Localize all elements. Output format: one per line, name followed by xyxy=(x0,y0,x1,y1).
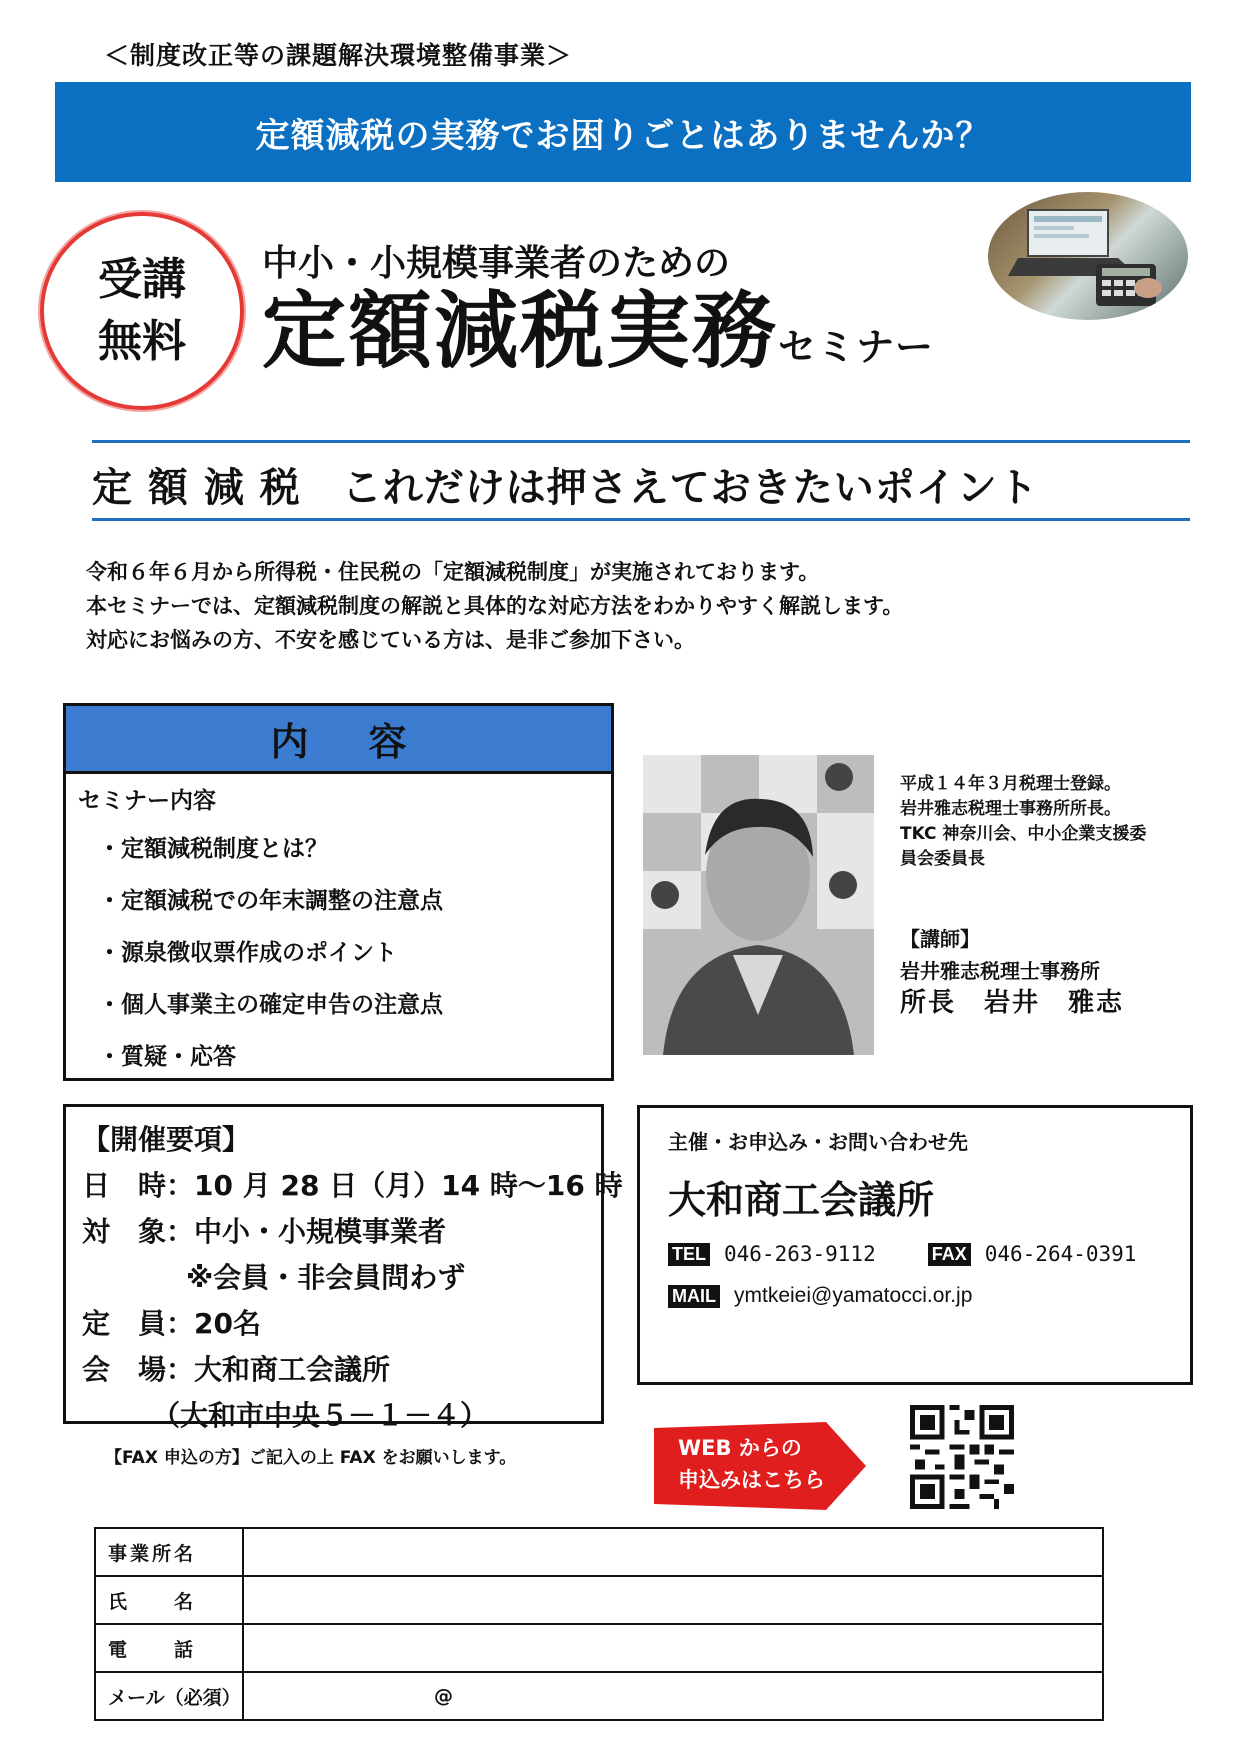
headline-banner xyxy=(55,82,1191,182)
lecturer-name: 所長 岩井 雅志 xyxy=(900,988,1125,1018)
event-heading: 【開催要項】 xyxy=(82,1123,251,1156)
form-field[interactable] xyxy=(243,1576,1103,1624)
form-row xyxy=(95,1528,1103,1576)
intro-line: 本セミナーでは、定額減税制度の解説と具体的な対応方法をわかりやすく解説します。 xyxy=(86,594,904,618)
form-label: 氏 名 xyxy=(95,1576,243,1624)
lecturer-profile xyxy=(900,772,1146,872)
divider-top xyxy=(92,440,1190,443)
lecturer-photo xyxy=(643,755,874,1055)
lecturer-info xyxy=(900,923,1124,1019)
event-venue: 会 場：大和商工会議所 xyxy=(82,1353,391,1386)
mail-tag: MAIL xyxy=(668,1285,720,1308)
mail-address[interactable]: ymtkeiei@yamatocci.or.jp xyxy=(734,1284,973,1307)
seminar-title xyxy=(262,283,934,395)
content-item: ・個人事業主の確定申告の注意点 xyxy=(98,992,443,1018)
fax-application-form xyxy=(94,1527,1104,1721)
profile-line: 員会委員長 xyxy=(900,849,985,869)
content-label: セミナー内容 xyxy=(78,788,216,814)
lecturer-office: 岩井雅志税理士事務所 xyxy=(900,959,1100,983)
free-badge-line2: 無料 xyxy=(98,316,186,367)
seminar-title-main: 定額減税実務 xyxy=(262,282,779,380)
seminar-title-suffix: セミナー xyxy=(778,325,935,369)
form-label: 電 話 xyxy=(95,1624,243,1672)
form-label: 事業所名 xyxy=(95,1528,243,1576)
form-row xyxy=(95,1624,1103,1672)
content-box xyxy=(63,703,614,1081)
profile-line: TKC 神奈川会、中小企業支援委 xyxy=(900,824,1147,844)
event-date: 日 時：10 月 28 日（月）14 時～16 時 xyxy=(82,1169,623,1202)
fax-number[interactable]: 046-264-0391 xyxy=(984,1242,1137,1266)
web-arrow-line1: WEB からの xyxy=(678,1436,802,1460)
content-item: ・定額減税での年末調整の注意点 xyxy=(98,888,443,914)
seminar-subtitle: 中小・小規模事業者のための xyxy=(262,243,731,284)
content-item: ・質疑・応答 xyxy=(98,1044,236,1070)
tel-tag: TEL xyxy=(668,1243,710,1266)
contact-org: 大和商工会議所 xyxy=(668,1178,935,1222)
project-label: ＜制度改正等の課題解決環境整備事業＞ xyxy=(104,41,573,70)
form-field[interactable] xyxy=(243,1528,1103,1576)
form-row xyxy=(95,1576,1103,1624)
event-target: 対 象：中小・小規模事業者 xyxy=(82,1215,447,1248)
profile-line: 平成１４年３月税理士登録。 xyxy=(900,774,1121,794)
point-heading: 定 額 減 税 これだけは押さえておきたいポイント xyxy=(92,465,1039,511)
profile-line: 岩井雅志税理士事務所所長。 xyxy=(900,799,1121,819)
intro-line: 対応にお悩みの方、不安を感じている方は、是非ご参加下さい。 xyxy=(86,628,695,652)
headline-text: 定額減税の実務でお困りごとはありませんか？ xyxy=(255,115,991,156)
content-item: ・定額減税制度とは？ xyxy=(98,836,328,862)
fax-note: 【FAX 申込の方】ご記入の上 FAX をお願いします。 xyxy=(105,1448,517,1468)
form-field-email[interactable]: @ xyxy=(243,1672,1103,1720)
contact-phone-line xyxy=(668,1242,1162,1266)
calculator-photo xyxy=(988,192,1188,320)
intro-text xyxy=(86,555,903,657)
event-capacity: 定 員：20名 xyxy=(82,1307,261,1340)
divider-bottom xyxy=(92,518,1190,521)
web-arrow-line2: 申込みはこちら xyxy=(678,1468,825,1492)
contact-box xyxy=(637,1105,1193,1385)
event-venue-address: （大和市中央５－１－４） xyxy=(152,1399,489,1432)
lecturer-role: 【講師】 xyxy=(900,927,980,951)
free-badge xyxy=(40,212,244,410)
form-row xyxy=(95,1672,1103,1720)
web-apply-arrow[interactable] xyxy=(650,1420,870,1512)
content-item: ・源泉徴収票作成のポイント xyxy=(98,940,397,966)
qr-code[interactable] xyxy=(910,1405,1014,1509)
contact-label: 主催・お申込み・お問い合わせ先 xyxy=(668,1130,968,1154)
form-field[interactable] xyxy=(243,1624,1103,1672)
content-heading: 内容 xyxy=(66,706,611,774)
contact-mail-line xyxy=(668,1284,1162,1308)
event-details xyxy=(63,1104,623,1432)
event-target-note: ※会員・非会員問わず xyxy=(186,1261,466,1294)
fax-tag: FAX xyxy=(928,1243,971,1266)
form-label: メール（必須） xyxy=(95,1672,243,1720)
free-badge-line1: 受講 xyxy=(98,254,186,305)
intro-line: 令和６年６月から所得税・住民税の「定額減税制度」が実施されております。 xyxy=(86,560,820,584)
tel-number[interactable]: 046-263-9112 xyxy=(724,1242,876,1266)
